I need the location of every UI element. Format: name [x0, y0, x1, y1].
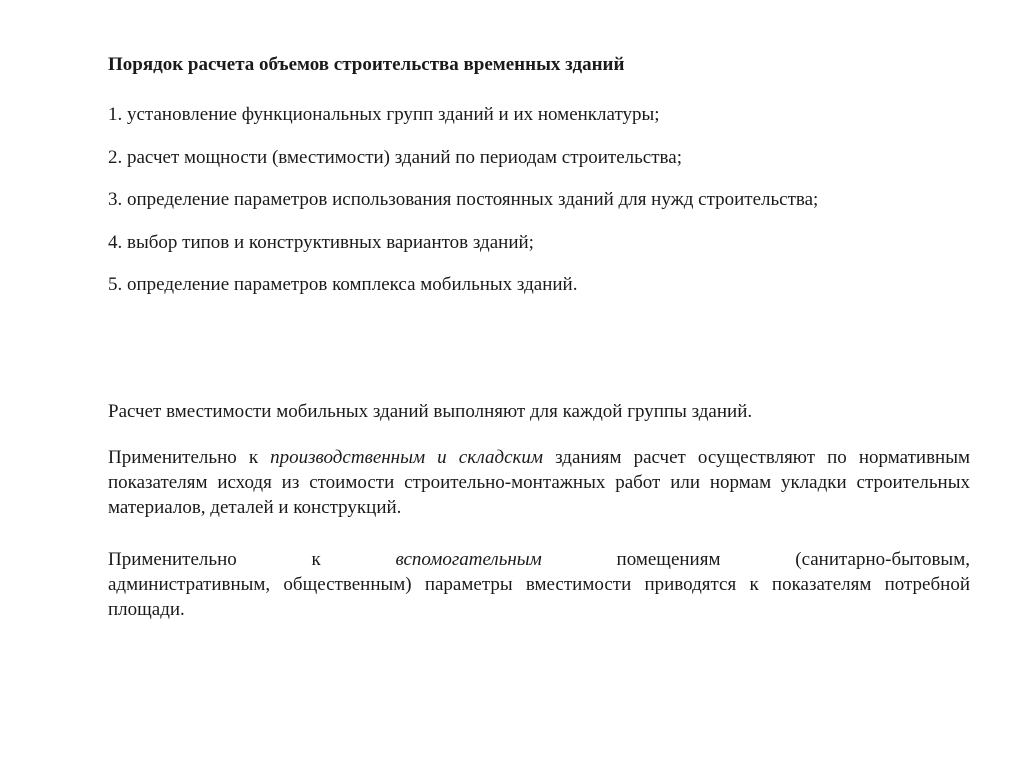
list-item: 1. установление функциональных групп зданий и их номенклатуры;: [108, 104, 660, 125]
paragraph-text: помещениям: [616, 549, 721, 570]
document-title: Порядок расчета объемов строительства временных зданий: [108, 54, 625, 75]
paragraph-text: Применительно к: [108, 447, 271, 468]
paragraph-production: [108, 445, 970, 520]
paragraph-first-line: [108, 547, 970, 572]
emphasis-text: производственным и складским: [270, 447, 544, 468]
steps-list: [108, 104, 818, 317]
paragraph-capacity: Расчет вместимости мобильных зданий выполняют для каждой группы зданий.: [108, 401, 753, 422]
paragraph-text: к: [311, 549, 321, 570]
paragraph-auxiliary: [108, 547, 970, 622]
list-item: 4. выбор типов и конструктивных вариантов зданий;: [108, 231, 534, 253]
paragraph-text: Применительно: [108, 549, 237, 570]
paragraph-text: административным, общественным) параметры вместимости приводятся к показателям потребной площади.: [108, 574, 970, 620]
list-item: 2. расчет мощности (вместимости) зданий по периодам строительства;: [108, 146, 682, 168]
list-item: 3. определение параметров использования постоянных зданий для нужд строительства;: [108, 189, 819, 210]
paragraph-text: (санитарно-бытовым,: [795, 549, 970, 570]
list-item: 5. определение параметров комплекса мобильных зданий.: [108, 274, 578, 295]
paragraph-text: зданиям расчет осуществляют по нормативным показателям исходя из стоимости строительно-монтажных работ или нормам укладки строительных материалов, деталей и конструкций.: [108, 447, 971, 518]
emphasis-text: вспомогательным: [395, 549, 542, 570]
